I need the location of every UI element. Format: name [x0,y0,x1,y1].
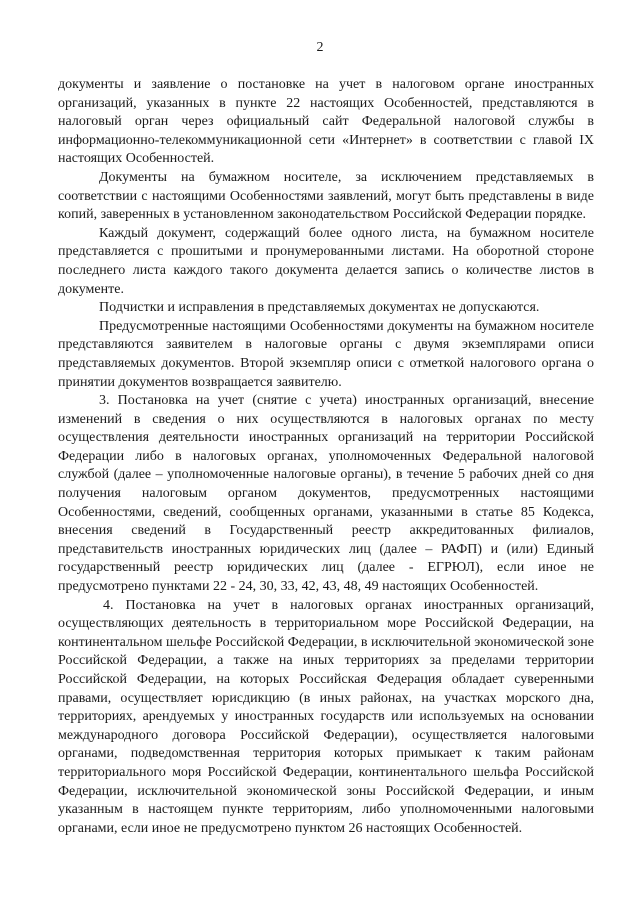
paragraph-continuation: документы и заявление о постановке на учет в налоговом органе иностранных организаций, указанных в пункте 22 настоящих Особенностей, представляются в налоговый орган через официальный сайт Федеральной налоговой службы в информационно-телекоммуникационной сети «Интернет» в соответствии с главой IX настоящих Особенностей. [58,77,594,167]
document-body [58,76,594,838]
paragraph-no-corrections: Подчистки и исправления в представляемых документах не допускаются. [99,300,540,316]
paragraph-clause-3: 3. Постановка на учет (снятие с учета) иностранных организаций, внесение изменений в сведения о них осуществляются в налоговых органах по месту осуществления деятельности иностранных организаций на территории Российской Федерации либо в налоговых органах, уполномоченных Федеральной налоговой службой (далее – уполномоченные налоговые органы), в течение 5 рабочих дней со дня получения налоговым органом документов, предусмотренных настоящими Особенностями, сведений, сообщенных органами, указанными в статье 85 Кодекса, внесения сведений в Государственный реестр аккредитованных филиалов, представительств иностранных юридических лиц (далее – РАФП) и (или) Единый государственный реестр юридических лиц (далее - ЕГРЮЛ), если иное не предусмотрено пунктами 22 - 24, 30, 33, 42, 43, 48, 49 настоящих Особенностей. [58,393,594,595]
paragraph-inventory-copies: Предусмотренные настоящими Особенностями документы на бумажном носителе представляются заявителем в налоговые органы с двумя экземплярами описи представляемых документов. Второй экземпляр описи с отметкой налогового органа о принятии документов возвращается заявителю. [58,318,594,390]
page-number: 2 [316,40,324,55]
paragraph-bound-sheets: Каждый документ, содержащий более одного листа, на бумажном носителе представляется с прошитыми и пронумерованными листами. На оборотной стороне последнего листа каждого такого документа делается запись о количестве листов в документе. [58,225,594,297]
paragraph-clause-4: 4. Постановка на учет в налоговых органах иностранных организаций, осуществляющих деятельность в территориальном море Российской Федерации, на континентальном шельфе Российской Федерации, в исключительной экономической зоне Российской Федерации, а также на иных территориях за пределами территории Российской Федерации, на которых Российская Федерация обладает суверенными правами, осуществляет юрисдикцию (в иных районах, на участках морского дна, территориях, арендуемых у иностранных государств или используемых на основании международного договора Российской Федерации), осуществляется налоговыми органами, подведомственная территория которых примыкает к таким районам территориального моря Российской Федерации, континентального шельфа Российской Федерации, исключительной экономической зоны Российской Федерации, и иным указанным в настоящем пункте территориям, либо уполномоченными налоговыми органами, если иное не предусмотрено пунктом 26 настоящих Особенностей. [58,597,594,836]
paragraph-paper-copies: Документы на бумажном носителе, за исключением представляемых в соответствии с настоящими Особенностями заявлений, могут быть представлены в виде копий, заверенных в установленном законодательством Российской Федерации порядке. [58,169,594,223]
